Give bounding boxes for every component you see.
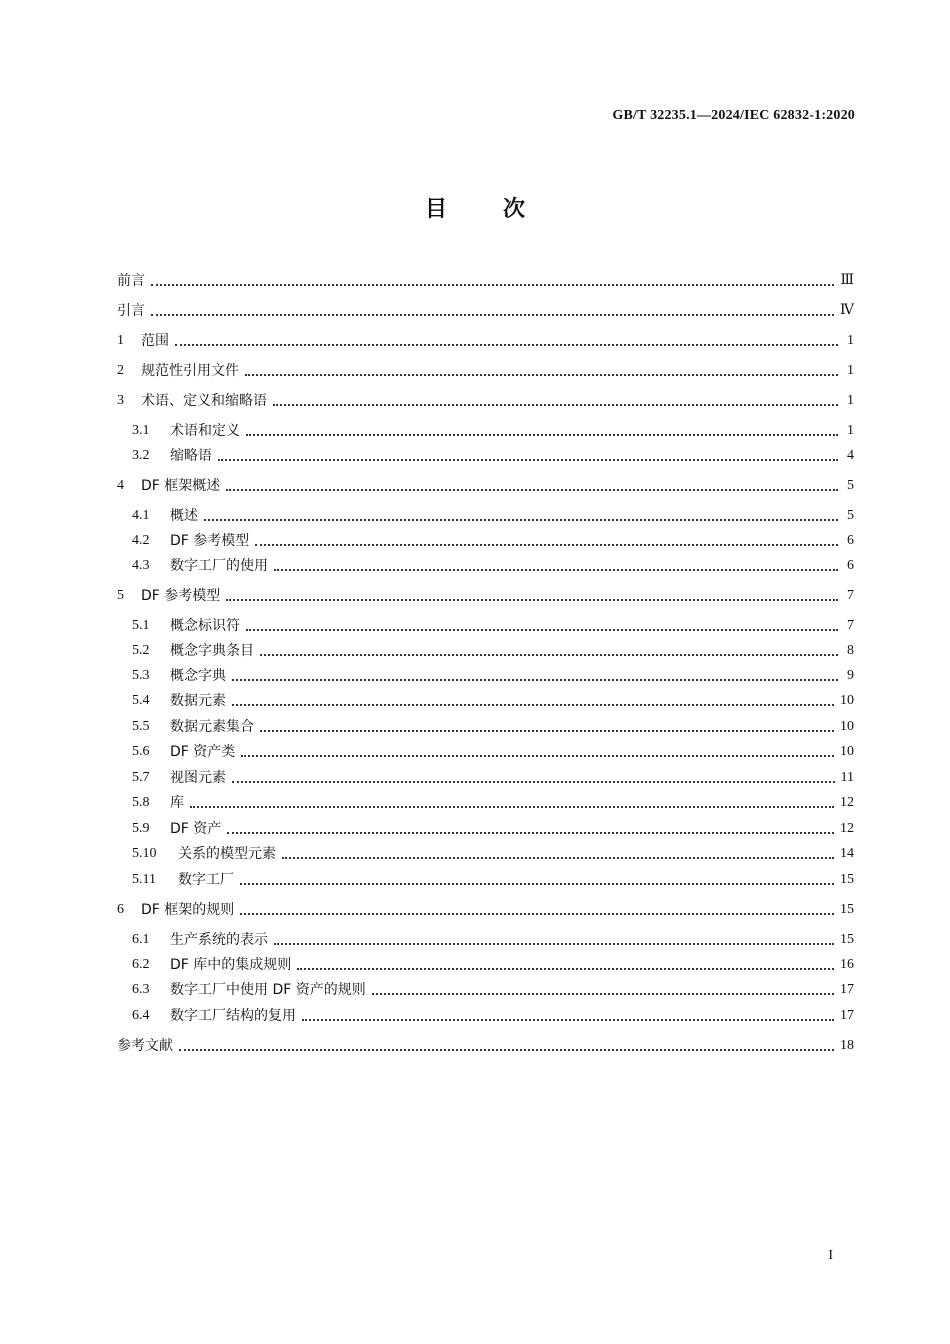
toc-leader-dots <box>260 653 838 656</box>
toc-leader-dots <box>227 831 834 834</box>
toc-entry-number: 6.4 <box>132 1008 150 1023</box>
toc-leader-dots <box>246 433 838 436</box>
toc-entry-page: 15 <box>840 932 854 947</box>
toc-entry[interactable] <box>117 300 854 322</box>
toc-entry-label: 前言 <box>117 273 145 289</box>
toc-entry[interactable] <box>117 390 854 412</box>
toc-entry[interactable] <box>117 792 854 814</box>
toc-entry-label: 规范性引用文件 <box>141 363 239 379</box>
toc-entry-page: 7 <box>847 618 854 633</box>
toc-leader-dots <box>151 313 834 316</box>
toc-entry-label: 数字工厂中使用 DF 资产的规则 <box>170 982 366 998</box>
toc-entry-page: 5 <box>847 508 854 523</box>
toc-entry[interactable] <box>117 445 854 467</box>
toc-entry[interactable] <box>117 690 854 712</box>
toc-entry[interactable] <box>117 665 854 687</box>
toc-entry-label: 缩略语 <box>170 448 212 464</box>
toc-entry-page: 15 <box>840 902 854 917</box>
toc-entry-label: 库 <box>170 795 184 811</box>
toc-entry[interactable] <box>117 640 854 662</box>
footer-page-number: I <box>828 1248 833 1263</box>
toc-entry-number: 5.7 <box>132 770 150 785</box>
toc-entry[interactable] <box>117 330 854 352</box>
toc-entry-page: 1 <box>847 363 854 378</box>
page-title: 目次 <box>424 197 581 222</box>
toc-leader-dots <box>240 912 834 915</box>
toc-entry-label: 数字工厂的使用 <box>170 558 268 574</box>
toc-entry-page: 1 <box>847 393 854 408</box>
toc-leader-dots <box>260 729 834 732</box>
toc-entry[interactable] <box>117 585 854 607</box>
toc-entry-label: DF 库中的集成规则 <box>170 957 292 973</box>
toc-leader-dots <box>297 967 834 970</box>
toc-leader-dots <box>302 1018 834 1021</box>
toc-entry[interactable] <box>117 420 854 442</box>
toc-entry-number: 5.3 <box>132 668 150 683</box>
toc-leader-dots <box>240 882 834 885</box>
toc-entry-number: 5.8 <box>132 795 150 810</box>
toc-leader-dots <box>255 543 838 546</box>
toc-entry-page: 4 <box>847 448 854 463</box>
toc-entry-page: 17 <box>840 982 854 997</box>
toc-entry-label: 概念字典条目 <box>170 643 254 659</box>
toc-entry-page: 1 <box>847 423 854 438</box>
toc-entry[interactable] <box>117 555 854 577</box>
toc-entry-number: 5.11 <box>132 872 156 887</box>
toc-entry-page: 6 <box>847 533 854 548</box>
toc-entry-label: 生产系统的表示 <box>170 932 268 948</box>
toc-entry-label: DF 框架概述 <box>141 478 221 494</box>
toc-entry-page: 18 <box>840 1038 854 1053</box>
toc-entry[interactable] <box>117 615 854 637</box>
toc-entry-label: DF 参考模型 <box>170 533 250 549</box>
toc-leader-dots <box>245 373 838 376</box>
toc-entry-page: 9 <box>847 668 854 683</box>
toc-entry-page: 5 <box>847 478 854 493</box>
toc-entry-label: 数据元素集合 <box>170 719 254 735</box>
toc-entry-number: 4.2 <box>132 533 150 548</box>
toc-entry-number: 6.2 <box>132 957 150 972</box>
toc-entry-page: 6 <box>847 558 854 573</box>
toc-entry-page: 12 <box>840 795 854 810</box>
toc-leader-dots <box>175 343 838 346</box>
toc-entry-number: 5.5 <box>132 719 150 734</box>
toc-entry-page: 10 <box>840 719 854 734</box>
toc-leader-dots <box>232 703 834 706</box>
toc-leader-dots <box>273 403 838 406</box>
toc-entry[interactable] <box>117 979 854 1001</box>
toc-entry-label: DF 框架的规则 <box>141 902 235 918</box>
toc-leader-dots <box>241 754 834 757</box>
toc-entry[interactable] <box>117 505 854 527</box>
toc-entry[interactable] <box>117 899 854 921</box>
toc-entry-label: DF 资产 <box>170 821 222 837</box>
toc-entry[interactable] <box>117 475 854 497</box>
toc-entry-page: 10 <box>840 744 854 759</box>
toc-entry-label: 概念字典 <box>170 668 226 684</box>
toc-entry-number: 2 <box>117 363 124 378</box>
toc-entry[interactable] <box>117 716 854 738</box>
toc-entry-label: 关系的模型元素 <box>178 846 276 862</box>
toc-entry-label: 视图元素 <box>170 770 226 786</box>
toc-leader-dots <box>372 992 834 995</box>
toc-leader-dots <box>226 488 838 491</box>
toc-entry-page: 8 <box>847 643 854 658</box>
toc-entry[interactable] <box>117 818 854 840</box>
toc-entry-number: 6.1 <box>132 932 150 947</box>
toc-entry-label: 概念标识符 <box>170 618 240 634</box>
toc-entry[interactable] <box>117 530 854 552</box>
toc-entry[interactable] <box>117 741 854 763</box>
toc-entry-number: 5 <box>117 588 124 603</box>
toc-entry[interactable] <box>117 767 854 789</box>
toc-entry[interactable] <box>117 1035 854 1057</box>
toc-entry-label: 术语、定义和缩略语 <box>141 393 267 409</box>
toc-entry-number: 5.2 <box>132 643 150 658</box>
toc-entry-number: 6 <box>117 902 124 917</box>
toc-entry-page: 16 <box>840 957 854 972</box>
toc-entry-label: 概述 <box>170 508 198 524</box>
toc-leader-dots <box>274 568 838 571</box>
toc-leader-dots <box>179 1048 834 1051</box>
toc-entry[interactable] <box>117 929 854 951</box>
toc-entry-number: 6.3 <box>132 982 150 997</box>
toc-entry-label: 参考文献 <box>117 1038 173 1054</box>
toc-entry-label: 数字工厂结构的复用 <box>170 1008 296 1024</box>
toc-entry-number: 3 <box>117 393 124 408</box>
toc-entry-page: 12 <box>840 821 854 836</box>
toc-leader-dots <box>204 518 838 521</box>
toc-leader-dots <box>218 458 838 461</box>
toc-entry-label: 术语和定义 <box>170 423 240 439</box>
toc-entry-number: 5.10 <box>132 846 157 861</box>
toc-entry-label: 数据元素 <box>170 693 226 709</box>
toc-entry-number: 4.3 <box>132 558 150 573</box>
toc-entry-number: 3.2 <box>132 448 150 463</box>
standard-code: GB/T 32235.1—2024/IEC 62832-1:2020 <box>612 108 855 123</box>
toc-entry-label: 范围 <box>141 333 169 349</box>
toc-entry-page: 17 <box>840 1008 854 1023</box>
toc-entry[interactable] <box>117 954 854 976</box>
toc-leader-dots <box>232 678 838 681</box>
toc-entry-page: Ⅲ <box>840 273 854 288</box>
toc-entry[interactable] <box>117 843 854 865</box>
toc-entry-number: 1 <box>117 333 124 348</box>
toc-entry-page: 11 <box>840 770 854 785</box>
toc-entry-page: 7 <box>847 588 854 603</box>
toc-entry-label: 引言 <box>117 303 145 319</box>
toc-leader-dots <box>232 780 835 783</box>
toc-entry-page: 15 <box>840 872 854 887</box>
toc-entry-number: 5.1 <box>132 618 150 633</box>
toc-entry-page: 10 <box>840 693 854 708</box>
toc-entry[interactable] <box>117 270 854 292</box>
toc-entry-number: 4.1 <box>132 508 150 523</box>
toc-leader-dots <box>282 856 834 859</box>
toc-leader-dots <box>274 942 834 945</box>
toc-entry[interactable] <box>117 1005 854 1027</box>
toc-leader-dots <box>190 805 834 808</box>
toc-entry-number: 4 <box>117 478 124 493</box>
toc-entry-page: Ⅳ <box>840 303 854 318</box>
toc-entry-label: DF 资产类 <box>170 744 236 760</box>
toc-leader-dots <box>246 628 838 631</box>
toc-entry-label: 数字工厂 <box>178 872 234 888</box>
toc-entry-number: 5.6 <box>132 744 150 759</box>
toc-entry-number: 5.4 <box>132 693 150 708</box>
toc-leader-dots <box>151 283 834 286</box>
toc-entry-label: DF 参考模型 <box>141 588 221 604</box>
toc-leader-dots <box>226 598 838 601</box>
toc-entry-number: 3.1 <box>132 423 150 438</box>
toc-entry[interactable] <box>117 360 854 382</box>
toc-entry-page: 1 <box>847 333 854 348</box>
toc-entry[interactable] <box>117 869 854 891</box>
toc-entry-number: 5.9 <box>132 821 150 836</box>
toc-entry-page: 14 <box>840 846 854 861</box>
